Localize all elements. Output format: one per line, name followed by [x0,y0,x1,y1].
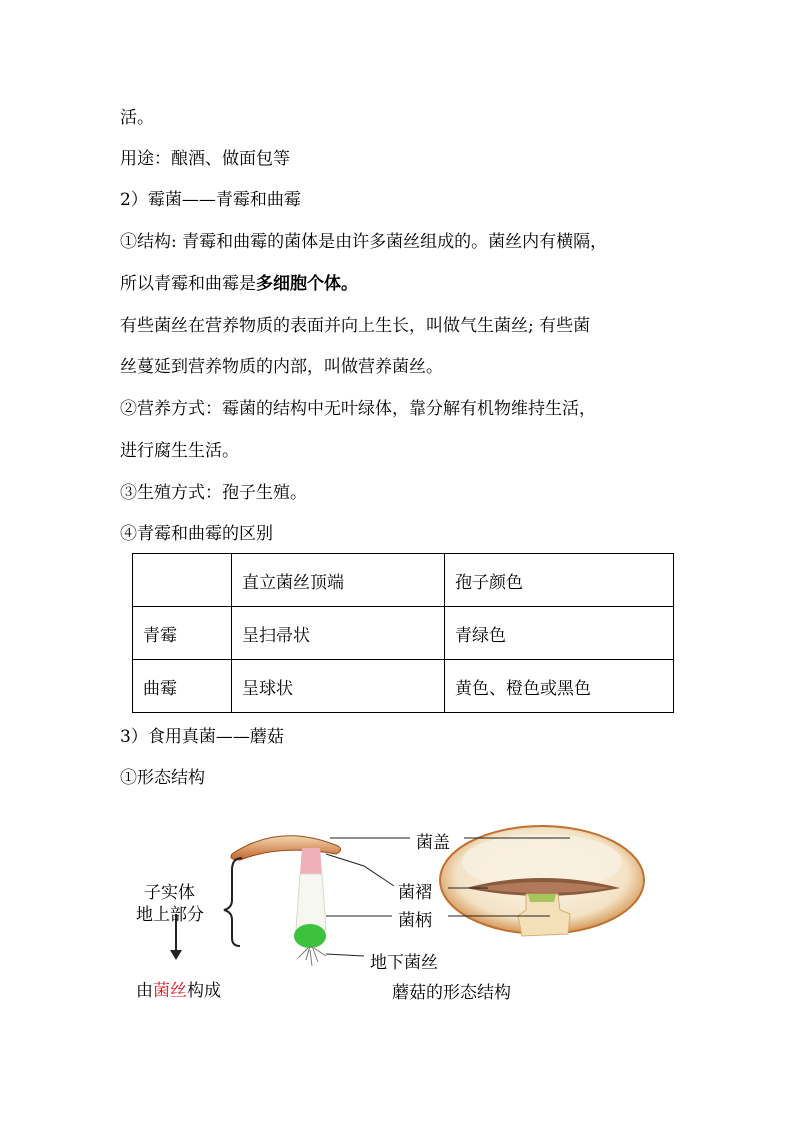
gills-label: 菌褶 [398,883,432,903]
above-ground-label: 地上部分 [136,905,204,925]
section-heading-mushroom: 3）食用真菌——蘑菇 [120,727,284,747]
table-cell: 曲霉 [133,660,232,713]
text-line-reproduction: ③生殖方式：孢子生殖。 [120,483,307,503]
text-line-aerial-hyphae: 有些菌丝在营养物质的表面并向上生长，叫做气生菌丝; 有些菌 [120,316,591,336]
table-cell: 黄色、橙色或黑色 [445,660,674,713]
fruiting-body-label: 子实体 [144,883,195,903]
table-cell: 呈扫帚状 [232,607,445,660]
leader-line-gills [326,854,394,886]
mushroom-cap-shape [231,836,341,860]
text-line-morphology: ①形态结构 [120,768,205,788]
text-line-structure: ①结构: 青霉和曲霉的菌体是由许多菌丝组成的。菌丝内有横隔， [120,232,608,252]
stem-base-shape [294,924,326,948]
cap-label: 菌盖 [416,833,450,853]
table-header-row [133,554,674,607]
mushroom-figure [130,810,690,1020]
table-cell: 青霉 [133,607,232,660]
text-line-1: 活。 [120,108,154,128]
text-line-saprophytic: 进行腐生生活。 [120,441,239,461]
text-line-difference: ④青霉和曲霉的区别 [120,524,273,544]
stem-shape [296,874,326,930]
hyphae-shape [298,946,326,966]
hyphae-origin-label [136,976,221,1001]
text-span: 所以青霉和曲霉是 [120,274,256,294]
table-header-cell: 孢子颜色 [445,554,674,607]
table-row [133,660,674,713]
table-cell: 呈球状 [232,660,445,713]
text-line-nutrition: ②营养方式：霉菌的结构中无叶绿体，靠分解有机物维持生活， [120,399,596,419]
table-header-cell: 直立菌丝顶端 [232,554,445,607]
stem-top-shape [300,848,322,874]
text-line-2: 用途：酿酒、做面包等 [120,149,290,169]
stem-label: 菌柄 [398,911,432,931]
mycelium-label: 地下菌丝 [370,953,438,973]
brace-shape [224,858,242,946]
table-row [133,607,674,660]
text-line-vegetative-hyphae: 丝蔓延到营养物质的内部，叫做营养菌丝。 [120,357,443,377]
comparison-table [132,553,674,713]
section-heading-mold: 2）霉菌——青霉和曲霉 [120,190,301,210]
bold-term: 多细胞个体。 [256,274,358,294]
table-cell [133,554,232,607]
highlight-term: 菌丝 [153,981,187,1001]
leader-line-mycelium [326,954,364,956]
text-span: 由 [136,981,153,1001]
arrow-head-icon [170,950,182,960]
text-span: 构成 [187,981,221,1001]
text-line-multicellular [120,274,358,294]
table-cell: 青绿色 [445,607,674,660]
figure-caption: 蘑菇的形态结构 [392,983,511,1003]
big-stem-ring [528,894,556,902]
